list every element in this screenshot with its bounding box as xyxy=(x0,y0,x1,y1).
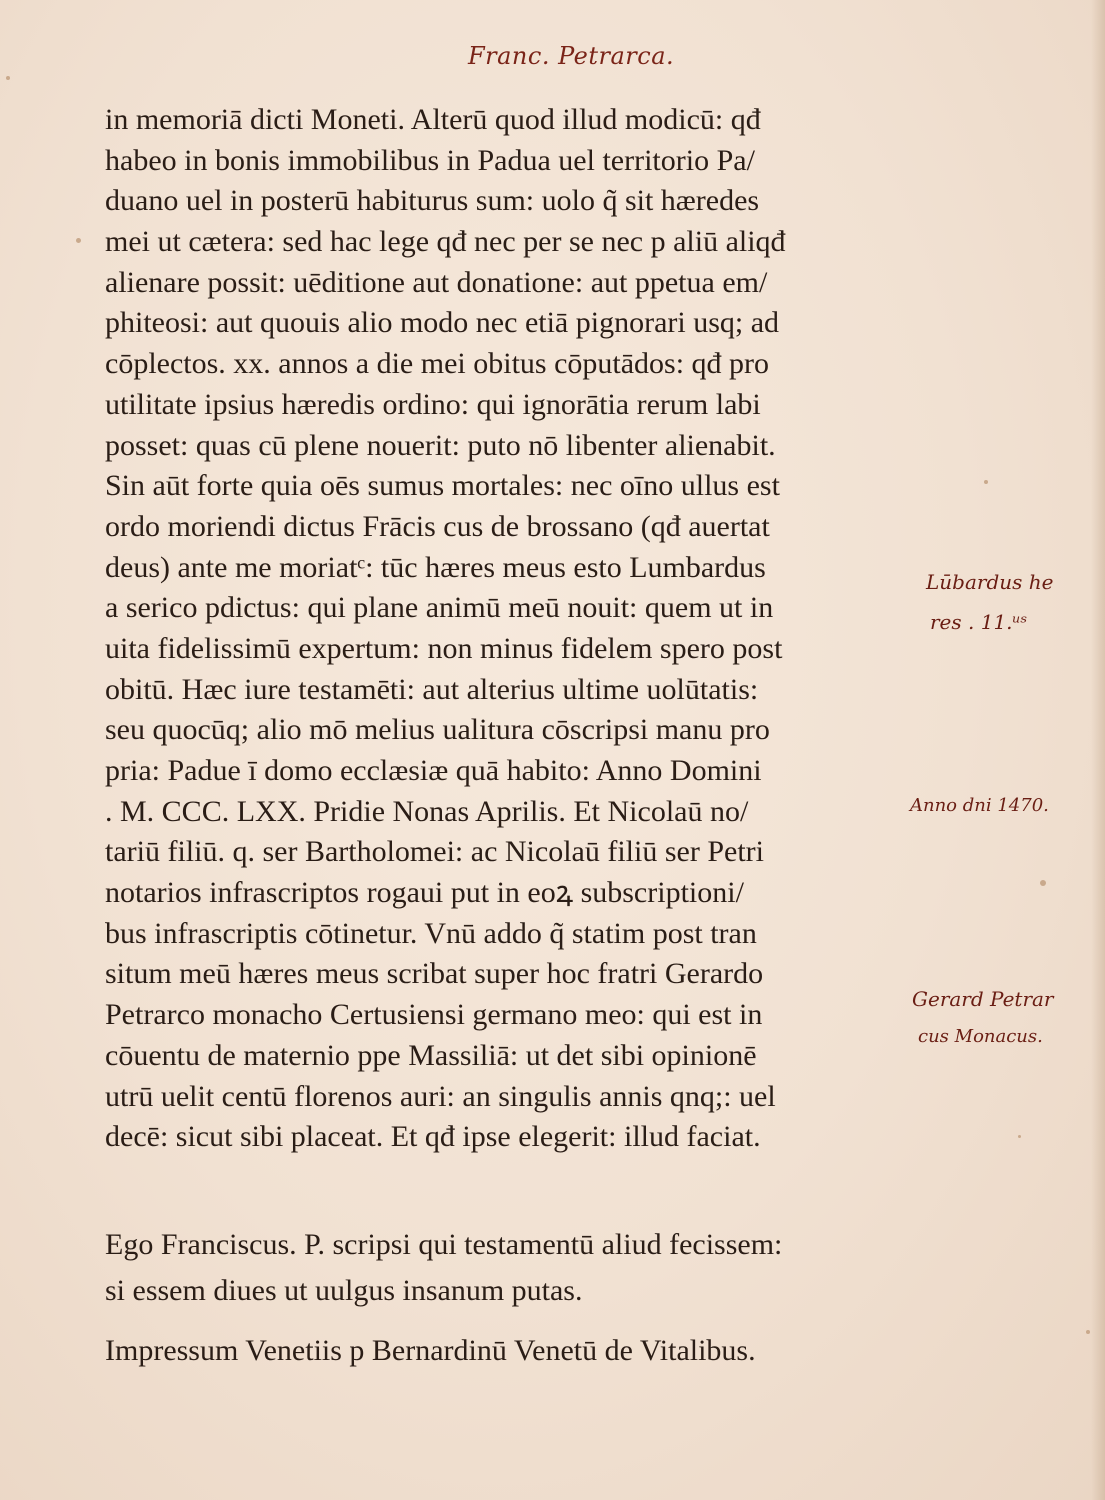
colophon: Impressum Venetiis p Bernardinū Venetū de Vitalibus. xyxy=(105,1334,756,1367)
text-line: habeo in bonis immobilibus in Padua uel territorio Pa/ xyxy=(105,143,755,177)
text-line: ordo moriendi dictus Frācis cus de brossano (qđ auertat xyxy=(105,509,770,543)
paper-speck xyxy=(984,480,988,484)
text-line: in memoriā dicti Moneti. Alterū quod illud modicū: qđ xyxy=(105,103,761,136)
closing-line-1: Ego Franciscus. P. scripsi qui testamentū aliud fecissem: xyxy=(105,1228,783,1261)
text-line: alienare possit: uēditione aut donatione: aut ppetua em/ xyxy=(105,265,768,299)
text-line: utrū uelit centū florenos auri: an singulis annis qnq;: uel xyxy=(105,1079,776,1113)
paper-speck xyxy=(1086,1330,1090,1334)
marginal-note-anno: Anno dni 1470. xyxy=(910,795,1049,816)
paper-speck xyxy=(6,76,10,80)
text-line: Petrarco monacho Certusiensi germano meo: qui est in xyxy=(105,998,763,1032)
handwritten-running-head: Franc. Petrarca. xyxy=(468,42,675,70)
text-line: Sin aūt forte quia oēs sumus mortales: nec oīno ullus est xyxy=(105,469,780,503)
marginal-note-gerard: Gerard Petrar xyxy=(912,987,1054,1011)
text-line: a serico pdictus: qui plane animū meū nouit: quem ut in xyxy=(105,591,774,625)
text-line: duano uel in posterū habiturus sum: uolo q̃ sit hæredes xyxy=(105,184,760,218)
paper-speck xyxy=(76,238,81,243)
text-line: . M. CCC. LXX. Pridie Nonas Aprilis. Et Nicolaū no/ xyxy=(105,794,749,828)
text-line: cōuentu de maternio ppe Massiliā: ut det sibi opinionē xyxy=(105,1038,757,1072)
marginal-note-heres: res . 11.ᵘˢ xyxy=(930,610,1028,634)
text-line: pria: Padue ī domo ecclæsiæ quā habito: Anno Domini xyxy=(105,754,762,787)
text-line: mei ut cætera: sed hac lege qđ nec per se nec p aliū aliqđ xyxy=(105,225,786,259)
marginal-note-monacus: cus Monacus. xyxy=(918,1026,1043,1047)
text-line: bus infrascriptis cōtinetur. Vnū addo q̃ statim post tran xyxy=(105,916,757,950)
closing-line-2: si essem diues ut uulgus insanum putas. xyxy=(105,1274,583,1307)
main-text-block xyxy=(105,100,935,1158)
marginal-note-lumbardus: Lūbardus he xyxy=(926,570,1054,594)
text-line: obitū. Hæc iure testamēti: aut alterius ultime uolūtatis: xyxy=(105,672,759,706)
text-line: notarios infrascriptos rogaui put in eoꝝ subscriptioni/ xyxy=(105,876,744,910)
text-line: cōplectos. xx. annos a die mei obitus cōputādos: qđ pro xyxy=(105,347,770,381)
page-edge-shadow xyxy=(1091,0,1105,1500)
text-line: seu quocūq; alio mō melius ualitura cōscripsi manu pro xyxy=(105,713,770,747)
paper-speck xyxy=(1040,880,1046,886)
text-line: phiteosi: aut quouis alio modo nec etiā pignorari usq; ad xyxy=(105,306,780,340)
text-line: utilitate ipsius hæredis ordino: qui ignorātia rerum labi xyxy=(105,387,761,421)
text-line: uita fidelissimū expertum: non minus fidelem spero post xyxy=(105,631,783,665)
text-line: deus) ante me moriatᶜ: tūc hæres meus esto Lumbardus xyxy=(105,550,766,584)
text-line: tariū filiū. q. ser Bartholomei: ac Nicolaū filiū ser Petri xyxy=(105,835,764,869)
text-line: posset: quas cū plene nouerit: puto nō libenter alienabit. xyxy=(105,428,776,462)
text-line: decē: sicut sibi placeat. Et qđ ipse elegerit: illud faciat. xyxy=(105,1120,761,1154)
text-line: situm meū hæres meus scribat super hoc fratri Gerardo xyxy=(105,957,764,991)
paper-speck xyxy=(1018,1135,1021,1138)
